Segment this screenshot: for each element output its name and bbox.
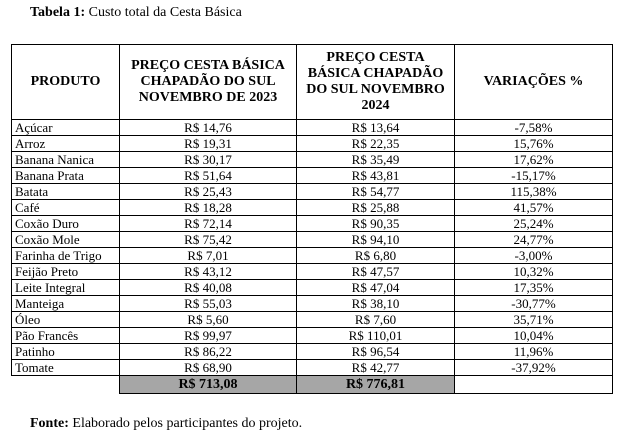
cell-preco-2024: R$ 96,54 [297,344,455,360]
cell-preco-2024: R$ 13,64 [297,120,455,136]
cell-variacao: 11,96% [455,344,613,360]
cesta-basica-table [11,44,613,394]
cell-preco-2024: R$ 47,04 [297,280,455,296]
cell-variacao: -37,92% [455,360,613,376]
cell-produto: Farinha de Trigo [12,248,120,264]
cell-variacao: 10,04% [455,328,613,344]
cell-produto: Tomate [12,360,120,376]
totals-empty-cell [12,376,120,394]
total-2024: R$ 776,81 [297,376,455,394]
cell-preco-2023: R$ 72,14 [120,216,297,232]
cell-preco-2024: R$ 90,35 [297,216,455,232]
cell-variacao: -3,00% [455,248,613,264]
table-row [12,136,613,152]
cell-variacao: 10,32% [455,264,613,280]
table-row [12,312,613,328]
cell-preco-2023: R$ 75,42 [120,232,297,248]
cell-preco-2024: R$ 22,35 [297,136,455,152]
caption-label: Tabela 1: [30,5,86,20]
cell-preco-2023: R$ 43,12 [120,264,297,280]
total-2023: R$ 713,08 [120,376,297,394]
cell-preco-2023: R$ 19,31 [120,136,297,152]
cell-produto: Manteiga [12,296,120,312]
cell-produto: Açúcar [12,120,120,136]
cell-preco-2023: R$ 7,01 [120,248,297,264]
cell-produto: Coxão Mole [12,232,120,248]
cell-variacao: -30,77% [455,296,613,312]
table-row [12,168,613,184]
cell-produto: Pão Francês [12,328,120,344]
cell-preco-2024: R$ 43,81 [297,168,455,184]
table-row [12,216,613,232]
cell-preco-2024: R$ 42,77 [297,360,455,376]
cell-produto: Óleo [12,312,120,328]
table-row [12,280,613,296]
caption-text: Custo total da Cesta Básica [85,5,242,20]
table-row [12,184,613,200]
cell-produto: Café [12,200,120,216]
cell-produto: Coxão Duro [12,216,120,232]
cell-preco-2023: R$ 18,28 [120,200,297,216]
table-row [12,264,613,280]
cell-produto: Banana Prata [12,168,120,184]
header-produto: PRODUTO [12,45,120,120]
cell-preco-2023: R$ 68,90 [120,360,297,376]
cell-produto: Leite Integral [12,280,120,296]
totals-row [12,376,613,394]
cell-preco-2024: R$ 6,80 [297,248,455,264]
table-row [12,232,613,248]
cell-preco-2023: R$ 30,17 [120,152,297,168]
cell-preco-2024: R$ 7,60 [297,312,455,328]
table-row [12,248,613,264]
cell-produto: Feijão Preto [12,264,120,280]
cell-preco-2024: R$ 47,57 [297,264,455,280]
cell-preco-2024: R$ 54,77 [297,184,455,200]
header-preco-2024: PREÇO CESTA BÁSICA CHAPADÃO DO SUL NOVEMBRO 2024 [297,45,455,120]
cell-preco-2023: R$ 40,08 [120,280,297,296]
cell-preco-2024: R$ 38,10 [297,296,455,312]
header-row [12,45,613,120]
cell-variacao: 115,38% [455,184,613,200]
cell-produto: Batata [12,184,120,200]
cell-produto: Arroz [12,136,120,152]
table-row [12,328,613,344]
table-row [12,360,613,376]
cell-variacao: 15,76% [455,136,613,152]
cell-preco-2023: R$ 55,03 [120,296,297,312]
cell-variacao: 24,77% [455,232,613,248]
cell-variacao: 17,62% [455,152,613,168]
table-row [12,152,613,168]
source-label: Fonte: [30,416,69,431]
source-text: Elaborado pelos participantes do projeto. [68,416,303,431]
cell-variacao: -7,58% [455,120,613,136]
cell-preco-2023: R$ 14,76 [120,120,297,136]
table-row [12,200,613,216]
cell-variacao: 41,57% [455,200,613,216]
cell-produto: Banana Nanica [12,152,120,168]
header-preco-2023: PREÇO CESTA BÁSICA CHAPADÃO DO SUL NOVEMBRO DE 2023 [120,45,297,120]
cell-preco-2024: R$ 94,10 [297,232,455,248]
table-row [12,344,613,360]
cell-preco-2024: R$ 110,01 [297,328,455,344]
cell-preco-2023: R$ 25,43 [120,184,297,200]
table-row [12,296,613,312]
cell-variacao: 17,35% [455,280,613,296]
cell-preco-2023: R$ 51,64 [120,168,297,184]
cell-preco-2023: R$ 86,22 [120,344,297,360]
cell-produto: Patinho [12,344,120,360]
cell-variacao: 35,71% [455,312,613,328]
table-caption [30,5,242,21]
cell-preco-2023: R$ 5,60 [120,312,297,328]
cell-variacao: 25,24% [455,216,613,232]
cell-preco-2024: R$ 25,88 [297,200,455,216]
header-variacoes: VARIAÇÕES % [455,45,613,120]
cell-preco-2024: R$ 35,49 [297,152,455,168]
table-row [12,120,613,136]
cell-variacao: -15,17% [455,168,613,184]
totals-variation-empty-cell [455,376,613,394]
table-source [30,416,302,432]
cell-preco-2023: R$ 99,97 [120,328,297,344]
